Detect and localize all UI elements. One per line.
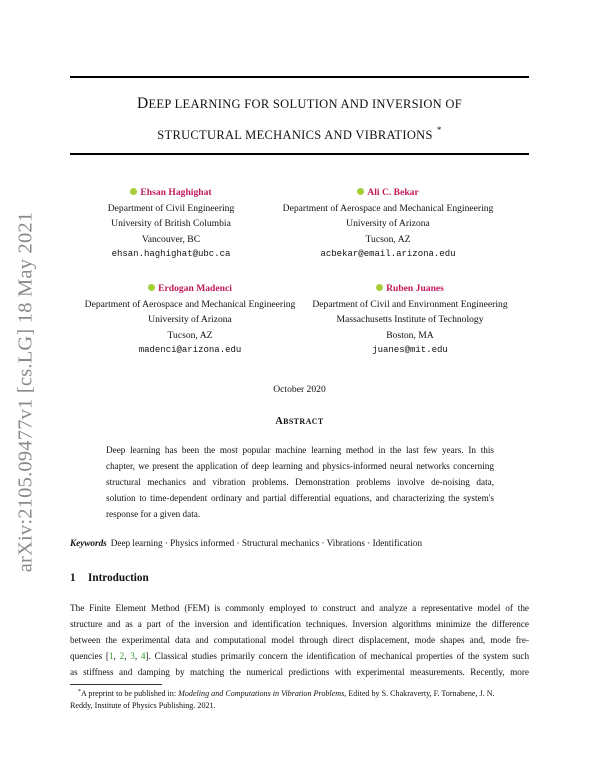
- author-institution: Massachusetts Institute of Technology: [336, 314, 484, 325]
- section-number: 1: [70, 572, 76, 584]
- paper-date: October 2020: [273, 384, 326, 395]
- author-name-line: [70, 281, 310, 297]
- title-footnote-mark: *: [436, 125, 442, 135]
- author-department: Department of Civil and Environment Engineering: [312, 298, 508, 310]
- footnote-mark: *: [78, 689, 81, 695]
- author-department: Department of Aerospace and Mechanical Engineering: [84, 298, 296, 310]
- author-block: [70, 281, 310, 359]
- citation-link[interactable]: 3: [130, 651, 135, 662]
- orcid-icon[interactable]: [130, 188, 137, 195]
- body-line: structure and as a part of the inversion and identification techniques. Inversion algorithms minimize the difference: [70, 619, 529, 630]
- abstract-line: chapter, we present the application of deep learning and physics-informed neural networks concerning: [106, 461, 494, 472]
- title-line-2-text: STRUCTURAL MECHANICS AND VIBRATIONS: [157, 128, 433, 142]
- citation-link[interactable]: 2: [119, 651, 125, 662]
- author-name-line: [296, 281, 524, 297]
- abstract-line: structural mechanics and vibration problems. Demonstration problems involve de-noising data,: [106, 477, 494, 488]
- author-block: [296, 281, 524, 359]
- author-name[interactable]: Erdogan Madenci: [158, 283, 232, 294]
- orcid-icon[interactable]: [376, 284, 383, 291]
- keywords: [70, 538, 422, 548]
- author-name[interactable]: Ehsan Haghighat: [140, 187, 212, 198]
- arxiv-stamp-text: arXiv:2105.09477v1 [cs.LG] 18 May 2021: [14, 211, 37, 573]
- abstract-line: Deep learning has been the most popular machine learning method in the last few years. In this: [106, 445, 494, 455]
- abstract-heading-initial: A: [275, 416, 284, 427]
- title-bottom-rule: [70, 153, 529, 155]
- abstract-line: solution to time-dependent ordinary and partial differential equations, and characterizing the system's: [106, 493, 494, 504]
- author-email[interactable]: madenci@arizona.edu: [138, 345, 242, 355]
- author-email[interactable]: acbekar@email.arizona.edu: [320, 249, 456, 259]
- author-location: Tucson, AZ: [365, 233, 411, 245]
- abstract-heading: [70, 416, 529, 427]
- author-department: Department of Civil Engineering: [107, 202, 235, 214]
- abstract-text: [106, 442, 494, 522]
- title-initial: D: [136, 95, 149, 112]
- abstract-heading-rest: BSTRACT: [283, 417, 324, 426]
- author-email[interactable]: juanes@mit.edu: [372, 345, 448, 355]
- author-name[interactable]: Ruben Juanes: [386, 283, 444, 294]
- footnote-line-2: Reddy, Institute of Physics Publishing. 2021.: [70, 701, 216, 711]
- author-location: Vancouver, BC: [141, 233, 201, 245]
- author-institution: University of British Columbia: [111, 218, 231, 229]
- keywords-label: Keywords: [70, 538, 107, 548]
- paper-title-line-2: [70, 126, 529, 143]
- title-top-rule: [70, 76, 529, 78]
- body-line: between the experimental data and computational model through direct displacement, mode shapes and, mode fre-: [70, 635, 529, 646]
- body-line: The Finite Element Method (FEM) is commonly employed to construct and analyze a representative model of the: [70, 603, 529, 613]
- title-line-1-rest: EEP LEARNING FOR SOLUTION AND INVERSION OF: [148, 97, 463, 111]
- footnote-venue: Modeling and Computations in Vibration Problems: [178, 689, 345, 698]
- orcid-icon[interactable]: [148, 284, 155, 291]
- author-location: Tucson, AZ: [167, 329, 213, 341]
- author-email[interactable]: ehsan.haghighat@ubc.ca: [111, 249, 231, 259]
- author-institution: University of Arizona: [346, 218, 430, 229]
- author-institution: University of Arizona: [148, 314, 232, 325]
- section-heading: [70, 572, 149, 584]
- footnote: [70, 686, 529, 713]
- section-title: Introduction: [88, 572, 149, 584]
- orcid-icon[interactable]: [357, 188, 364, 195]
- author-name-line: [70, 185, 272, 201]
- footnote-text-pre: A preprint to be published in:: [81, 689, 179, 698]
- body-line-4-start: quencies [: [70, 651, 109, 662]
- body-line-4-end: ]. Classical studies primarily concern the identification of mechanical properties of the system such: [145, 651, 530, 662]
- footnote-text-post: , Edited by S. Chakraverty, F. Tornabene, J. N.: [344, 689, 495, 698]
- body-line: as stiffness and damping by matching the numerical predictions with experimental measurements. Recently, more: [70, 667, 529, 678]
- paper-title-line-1: [70, 96, 529, 112]
- footnote-rule: [70, 684, 162, 685]
- citation-link[interactable]: 1: [108, 651, 114, 662]
- abstract-line: response for a given data.: [106, 509, 201, 520]
- author-block: [270, 185, 506, 263]
- author-block: [70, 185, 272, 263]
- body-text: [70, 600, 529, 680]
- author-name-line: [270, 185, 506, 201]
- keywords-list: Deep learning · Physics informed · Structural mechanics · Vibrations · Identification: [110, 538, 423, 548]
- body-line: quencies [1, 2, 3, 4]. Classical studies primarily concern the identification of mechanical properties of the system such: [70, 651, 530, 662]
- citation-link[interactable]: 4: [140, 651, 146, 662]
- author-department: Department of Aerospace and Mechanical Engineering: [282, 202, 494, 214]
- author-location: Boston, MA: [386, 329, 434, 341]
- footnote-line-1: [70, 686, 529, 700]
- author-name[interactable]: Ali C. Bekar: [367, 187, 419, 198]
